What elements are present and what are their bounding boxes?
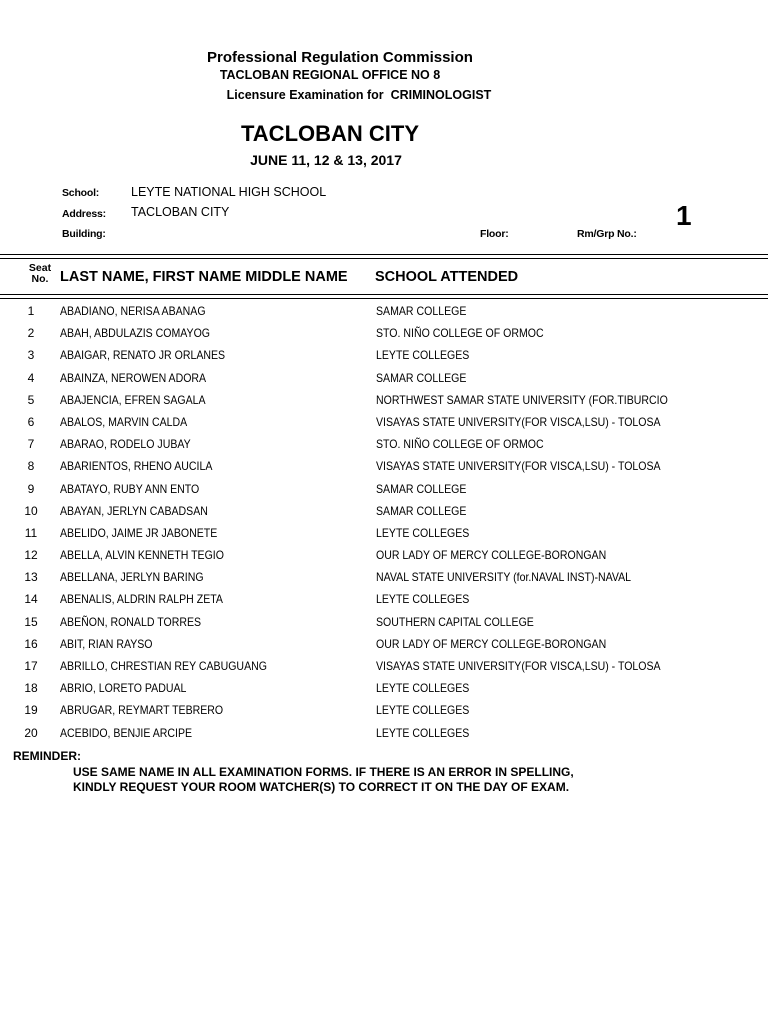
table-row bbox=[0, 677, 768, 699]
table-row bbox=[0, 411, 768, 433]
table-row bbox=[0, 566, 768, 588]
examinee-name: ABATAYO, RUBY ANN ENTO bbox=[60, 481, 200, 496]
header-rule-bottom-1 bbox=[0, 294, 768, 295]
school-attended: SAMAR COLLEGE bbox=[376, 503, 467, 518]
school-label: School: bbox=[62, 187, 100, 199]
seat-column-header bbox=[26, 263, 54, 285]
examinee-name: ABRILLO, CHRESTIAN REY CABUGUANG bbox=[60, 659, 267, 673]
examinee-name: ABALOS, MARVIN CALDA bbox=[60, 414, 188, 429]
room-label: Rm/Grp No.: bbox=[577, 228, 637, 240]
seat-number: 10 bbox=[24, 503, 38, 518]
seat-number: 3 bbox=[27, 348, 35, 363]
examinee-name: ABAJENCIA, EFREN SAGALA bbox=[60, 392, 206, 407]
exam-dates: JUNE 11, 12 & 13, 2017 bbox=[250, 152, 402, 168]
school-attended: STO. NIÑO COLLEGE OF ORMOC bbox=[376, 437, 544, 452]
examinee-name: ABENALIS, ALDRIN RALPH ZETA bbox=[60, 592, 223, 607]
seat-number: 1 bbox=[27, 304, 35, 318]
seat-number: 15 bbox=[24, 614, 38, 629]
table-row bbox=[0, 500, 768, 522]
table-row bbox=[0, 722, 768, 744]
table-row bbox=[0, 699, 768, 721]
examinee-name: ABIT, RIAN RAYSO bbox=[60, 636, 153, 651]
exam-name: CRIMINOLOGIST bbox=[390, 88, 492, 102]
school-attended: NORTHWEST SAMAR STATE UNIVERSITY (FOR.TIBURCIO bbox=[376, 392, 668, 407]
seat-number: 13 bbox=[24, 570, 38, 585]
school-attended: VISAYAS STATE UNIVERSITY(FOR VISCA,LSU) - TOLOSA bbox=[376, 414, 661, 429]
examinee-name: ABADIANO, NERISA ABANAG bbox=[60, 304, 206, 318]
table-row bbox=[0, 611, 768, 633]
examinee-name: ABRUGAR, REYMART TEBRERO bbox=[60, 703, 224, 718]
agency-title: Professional Regulation Commission bbox=[207, 49, 473, 66]
seat-number: 8 bbox=[27, 459, 35, 474]
table-row bbox=[0, 344, 768, 366]
header-rule-top-2 bbox=[0, 258, 768, 259]
seat-number: 14 bbox=[24, 592, 38, 607]
exam-prefix: Licensure Examination for bbox=[226, 88, 384, 102]
floor-label: Floor: bbox=[480, 228, 509, 240]
seat-number: 5 bbox=[27, 392, 35, 407]
school-attended: LEYTE COLLEGES bbox=[376, 525, 470, 540]
address-value: TACLOBAN CITY bbox=[131, 205, 230, 219]
school-attended: LEYTE COLLEGES bbox=[376, 725, 470, 740]
table-row bbox=[0, 322, 768, 344]
examinee-name: ABAIGAR, RENATO JR ORLANES bbox=[60, 348, 226, 363]
table-row bbox=[0, 300, 768, 322]
table-row bbox=[0, 522, 768, 544]
examinee-name: ABEÑON, RONALD TORRES bbox=[60, 614, 202, 629]
seat-number: 4 bbox=[27, 370, 35, 385]
school-attended: SOUTHERN CAPITAL COLLEGE bbox=[376, 614, 534, 629]
table-row bbox=[0, 389, 768, 411]
school-attended: NAVAL STATE UNIVERSITY (for.NAVAL INST)-NAVAL bbox=[376, 570, 632, 585]
seat-number: 7 bbox=[27, 437, 35, 452]
school-attended: SAMAR COLLEGE bbox=[376, 304, 467, 318]
school-attended: STO. NIÑO COLLEGE OF ORMOC bbox=[376, 326, 544, 341]
table-row bbox=[0, 544, 768, 566]
school-attended: SAMAR COLLEGE bbox=[376, 370, 467, 385]
examinee-name: ABELIDO, JAIME JR JABONETE bbox=[60, 525, 218, 540]
reminder-line-2: KINDLY REQUEST YOUR ROOM WATCHER(S) TO CORRECT IT ON THE DAY OF EXAM. bbox=[73, 780, 570, 794]
table-row bbox=[0, 367, 768, 389]
school-attended: OUR LADY OF MERCY COLLEGE-BORONGAN bbox=[376, 548, 607, 563]
seat-number: 11 bbox=[24, 525, 38, 540]
seat-number: 9 bbox=[27, 481, 35, 496]
room-number: 1 bbox=[676, 200, 692, 231]
examinee-name: ABELLANA, JERLYN BARING bbox=[60, 570, 204, 585]
examinee-name: ABARAO, RODELO JUBAY bbox=[60, 437, 191, 452]
school-attended: VISAYAS STATE UNIVERSITY(FOR VISCA,LSU) - TOLOSA bbox=[376, 659, 661, 673]
table-row bbox=[0, 588, 768, 610]
examinee-name: ABAYAN, JERLYN CABADSAN bbox=[60, 503, 208, 518]
seat-header-line1: Seat bbox=[28, 262, 52, 274]
table-row bbox=[0, 655, 768, 677]
school-column-header: SCHOOL ATTENDED bbox=[375, 269, 519, 285]
seat-number: 19 bbox=[24, 703, 38, 718]
examinee-name: ABARIENTOS, RHENO AUCILA bbox=[60, 459, 213, 474]
reminder-line-1: USE SAME NAME IN ALL EXAMINATION FORMS. IF THERE IS AN ERROR IN SPELLING, bbox=[73, 765, 574, 779]
school-attended: SAMAR COLLEGE bbox=[376, 481, 467, 496]
exam-city: TACLOBAN CITY bbox=[240, 121, 420, 146]
school-attended: OUR LADY OF MERCY COLLEGE-BORONGAN bbox=[376, 636, 607, 651]
regional-office: TACLOBAN REGIONAL OFFICE NO 8 bbox=[219, 68, 441, 82]
building-label: Building: bbox=[62, 228, 106, 240]
examinee-name: ACEBIDO, BENJIE ARCIPE bbox=[60, 725, 193, 740]
seat-number: 16 bbox=[24, 636, 38, 651]
examinee-name: ABAINZA, NEROWEN ADORA bbox=[60, 370, 207, 385]
header-rule-bottom-2 bbox=[0, 298, 768, 299]
table-row bbox=[0, 433, 768, 455]
table-row bbox=[0, 478, 768, 500]
table-row bbox=[0, 455, 768, 477]
examinee-name: ABAH, ABDULAZIS COMAYOG bbox=[60, 326, 211, 341]
school-attended: LEYTE COLLEGES bbox=[376, 681, 470, 696]
seat-number: 18 bbox=[24, 681, 38, 696]
examinee-name: ABELLA, ALVIN KENNETH TEGIO bbox=[60, 548, 224, 563]
seat-number: 6 bbox=[27, 414, 35, 429]
school-attended: LEYTE COLLEGES bbox=[376, 703, 470, 718]
seat-number: 12 bbox=[24, 548, 38, 563]
table-row bbox=[0, 633, 768, 655]
address-label: Address: bbox=[62, 208, 106, 220]
header-rule-top-1 bbox=[0, 254, 768, 255]
exam-title bbox=[0, 88, 718, 102]
school-value: LEYTE NATIONAL HIGH SCHOOL bbox=[131, 185, 327, 199]
school-attended: LEYTE COLLEGES bbox=[376, 592, 470, 607]
examinee-list bbox=[0, 300, 768, 744]
school-attended: VISAYAS STATE UNIVERSITY(FOR VISCA,LSU) - TOLOSA bbox=[376, 459, 661, 474]
reminder-title: REMINDER: bbox=[13, 749, 81, 763]
seat-number: 2 bbox=[27, 326, 35, 341]
name-column-header: LAST NAME, FIRST NAME MIDDLE NAME bbox=[60, 269, 348, 285]
seat-number: 17 bbox=[24, 659, 38, 673]
examinee-name: ABRIO, LORETO PADUAL bbox=[60, 681, 187, 696]
seat-number: 20 bbox=[24, 725, 38, 740]
seat-header-line2: No. bbox=[31, 273, 49, 285]
school-attended: LEYTE COLLEGES bbox=[376, 348, 470, 363]
